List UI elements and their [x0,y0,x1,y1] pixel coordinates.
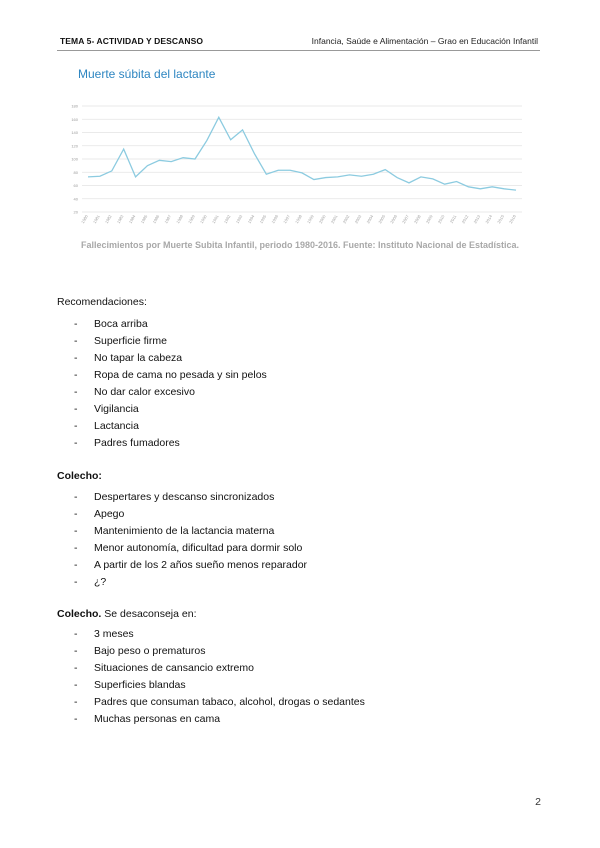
x-tick-label: 2005 [377,214,387,225]
sids-line-chart [62,100,532,232]
header-course: Infancia, Saúde e Alimentación – Grao en Educación Infantil [311,36,538,46]
x-tick-label: 1985 [139,214,149,225]
list-item: - 3 meses [57,626,365,643]
list-item: - Apego [57,506,307,523]
x-tick-label: 1991 [210,214,220,225]
x-tick-label: 1980 [80,214,89,225]
y-tick-label: 140 [71,130,78,135]
x-tick-label: 2014 [484,214,494,225]
y-tick-label: 80 [73,169,78,175]
y-tick-label: 20 [73,209,78,215]
x-tick-label: 1996 [270,214,280,225]
section-title: Muerte súbita del lactante [78,67,216,81]
colecho-desaconseja-list [57,626,365,728]
x-tick-label: 1990 [198,214,208,225]
x-tick-label: 2009 [424,214,434,225]
recomendaciones-list [57,316,267,452]
x-tick-label: 1997 [282,214,291,225]
page-header [57,36,540,51]
x-tick-label: 1987 [163,214,173,225]
x-tick-label: 1994 [246,214,256,225]
x-tick-label: 2011 [448,214,458,224]
list-item: - Superficies blandas [57,677,365,694]
x-tick-label: 1981 [91,214,101,225]
x-tick-label: 1986 [151,214,161,225]
list-item: - No dar calor excesivo [57,384,267,401]
y-tick-label: 120 [71,143,78,149]
x-tick-label: 1999 [305,214,315,225]
y-tick-label: 40 [73,196,78,202]
list-item: - Padres fumadores [57,435,267,452]
x-tick-label: 2007 [401,214,410,225]
list-item: - Vigilancia [57,401,267,418]
chart-caption: Fallecimientos por Muerte Subita Infantil, periodo 1980-2016. Fuente: Instituto Nacional de Estadística. [80,240,520,250]
x-tick-label: 1995 [258,214,268,225]
list-item: - No tapar la cabeza [57,350,267,367]
y-tick-label: 100 [71,156,78,162]
y-tick-label: 60 [73,183,78,188]
x-tick-label: 2013 [472,214,482,225]
x-tick-label: 1998 [294,214,303,225]
x-tick-label: 1983 [115,214,125,225]
colecho-desaconseja-title-bold: Colecho. [57,608,102,620]
list-item: - Padres que consuman tabaco, alcohol, drogas o sedantes [57,694,365,711]
x-tick-label: 2002 [341,214,351,225]
x-tick-label: 2003 [353,214,363,225]
y-tick-label: 160 [71,116,78,122]
colecho-list [57,489,307,591]
list-item: - Mantenimiento de la lactancia materna [57,523,307,540]
x-tick-label: 2004 [365,214,375,225]
colecho-desaconseja-title [57,608,197,620]
x-tick-label: 2006 [389,214,398,225]
x-tick-label: 1992 [222,214,232,225]
x-tick-label: 2001 [329,214,339,225]
x-tick-label: 2016 [508,214,517,225]
list-item: - ¿? [57,574,307,591]
list-item: - Bajo peso o prematuros [57,643,365,660]
x-tick-label: 2015 [496,214,505,225]
x-tick-label: 2010 [436,214,446,225]
x-tick-label: 2008 [412,214,422,225]
list-item: - Menor autonomía, dificultad para dormir solo [57,540,307,557]
colecho-title: Colecho: [57,470,102,482]
x-tick-label: 1988 [175,214,184,225]
list-item: - Lactancia [57,418,267,435]
x-tick-label: 1989 [187,214,196,225]
x-tick-label: 2000 [317,214,327,225]
list-item: - Despertares y descanso sincronizados [57,489,307,506]
x-tick-label: 2012 [460,214,470,225]
list-item: - Superficie firme [57,333,267,350]
recomendaciones-title: Recomendaciones: [57,296,147,308]
header-topic: TEMA 5- ACTIVIDAD Y DESCANSO [60,36,204,46]
page-number: 2 [535,796,541,808]
x-tick-label: 1982 [103,214,113,225]
colecho-desaconseja-title-rest: Se desaconseja en: [101,608,197,620]
x-tick-label: 1993 [234,214,244,225]
list-item: - Boca arriba [57,316,267,333]
x-tick-label: 1984 [127,214,137,225]
list-item: - Ropa de cama no pesada y sin pelos [57,367,267,384]
list-item: - A partir de los 2 años sueño menos reparador [57,557,307,574]
y-tick-label: 180 [71,103,78,109]
list-item: - Situaciones de cansancio extremo [57,660,365,677]
list-item: - Muchas personas en cama [57,711,365,728]
